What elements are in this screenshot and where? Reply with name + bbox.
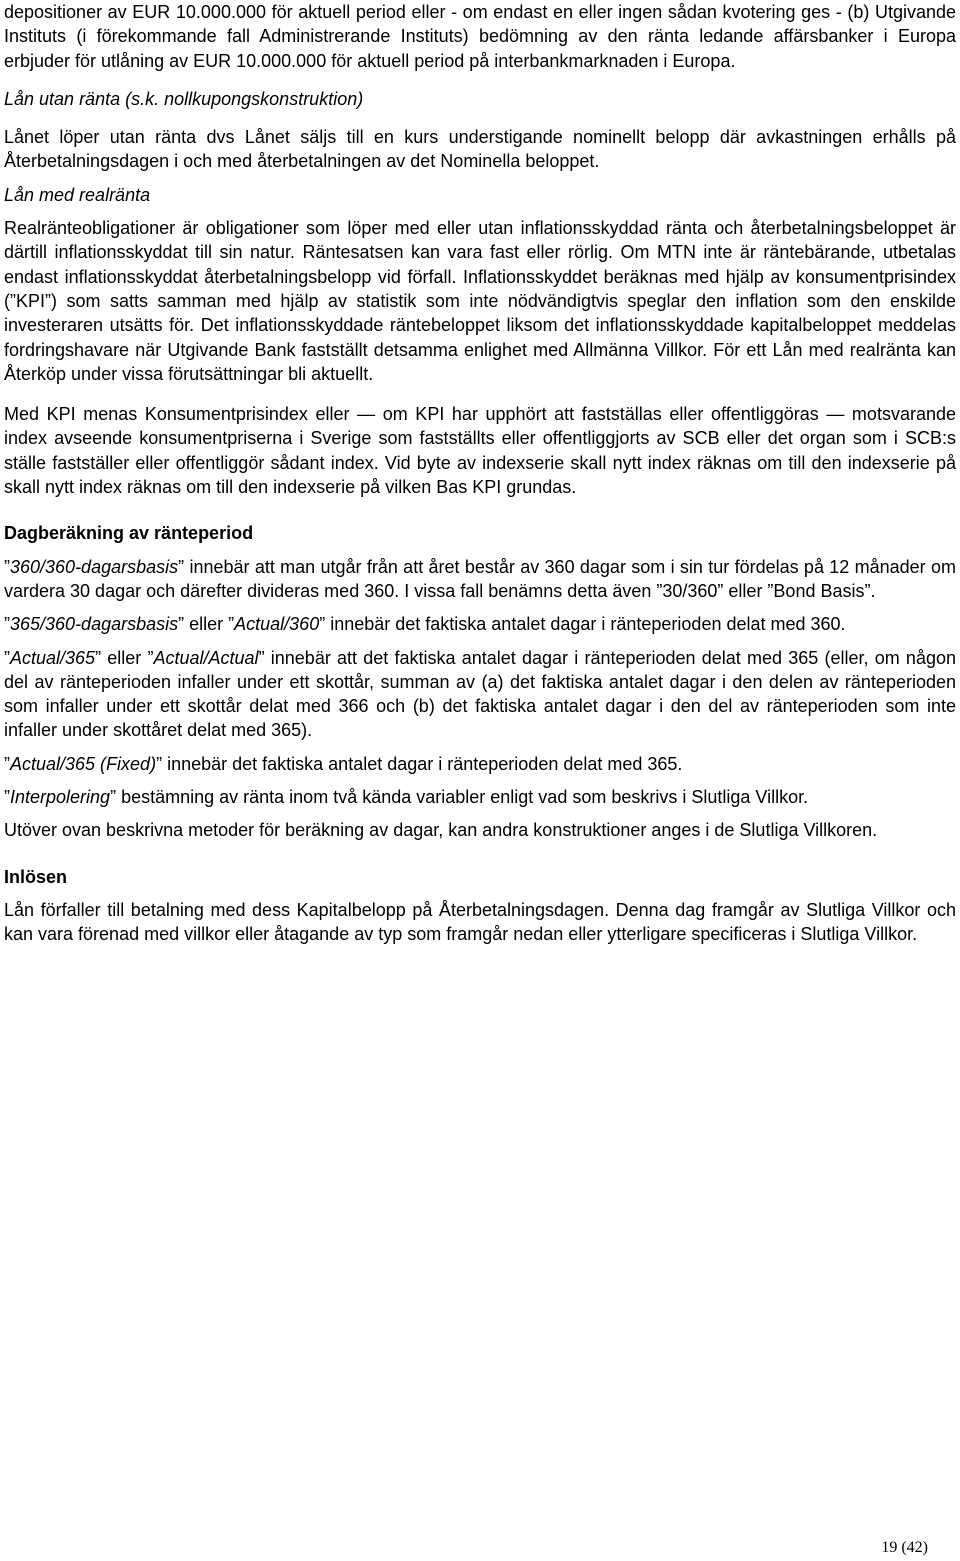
day-count-text: ” bestämning av ränta inom två kända variabler enligt vad som beskrivs i Slutliga Villkor. bbox=[110, 787, 809, 808]
redemption-paragraph: Lån förfaller till betalning med dess Kapitalbelopp på Återbetalningsdagen. Denna dag framgår av Slutliga Villkor och kan vara förenad med villkor eller åtagande av typ som framgår nedan eller ytterligare specificeras i Slutliga Villkor. bbox=[4, 899, 956, 945]
day-count-item bbox=[4, 555, 956, 604]
real-rate-heading: Lån med realränta bbox=[4, 184, 151, 205]
day-count-heading: Dagberäkning av ränteperiod bbox=[4, 523, 254, 544]
day-count-text: ” eller ” bbox=[178, 614, 235, 635]
intro-paragraph: depositioner av EUR 10.000.000 för aktuell period eller - om endast en eller ingen sådan kvotering ges - (b) Utgivande Instituts (i förekommande fall Administrerande Instituts) bedömning av den ränta ledande affärsbanker i Europa erbjuder för utlåning av EUR 10.000.000 för aktuell period på interbankmarknaden i Europa. bbox=[4, 2, 956, 71]
day-count-text: ” bbox=[4, 614, 10, 635]
day-count-term: Actual/365 bbox=[10, 647, 96, 668]
day-count-text: ” bbox=[4, 753, 10, 774]
day-count-item bbox=[4, 646, 956, 743]
day-count-term: Actual/360 bbox=[234, 614, 320, 635]
day-count-term: Actual/Actual bbox=[153, 647, 259, 668]
zero-coupon-paragraph: Lånet löper utan ränta dvs Lånet säljs till en kurs understigande nominellt belopp där avkastningen erhålls på Återbetalningsdagen i och med återbetalningen av det Nominella beloppet. bbox=[4, 127, 956, 172]
day-count-text: ” innebär att det faktiska antalet dagar i ränteperioden delat med 365 (eller, om någon del av ränteperioden infaller under ett skottår, summan av (a) det faktiska antalet dagar i den delen av ränteperioden som infaller under ett skottår delat med 366 och (b) det faktiska antalet dagar i den del av ränteperioden som inte infaller under skottåret delat med 365). bbox=[4, 647, 956, 741]
document-body bbox=[4, 0, 956, 947]
day-count-term: 365/360-dagarsbasis bbox=[10, 614, 179, 635]
day-count-item bbox=[4, 612, 956, 636]
real-rate-paragraph: Realränteobligationer är obligationer som löper med eller utan inflationsskyddad ränta och återbetalningsbeloppet är därtill inflationsskyddat till sin natur. Räntesatsen kan vara fast eller rörlig. Om MTN inte är räntebärande, utbetalas endast inflationsskyddat återbetalningsbelopp vid förfall. Inflationsskyddet beräknas med hjälp av konsumentprisindex (”KPI”) som satts samman med hjälp av statistik som inte nödvändigtvis speglar den inflation som den enskilde investeraren utsätts för. Det inflationsskyddade räntebeloppet liksom det inflationsskyddade kapitalbeloppet meddelas fordringshavare när Utgivande Bank fastställt detsamma enlighet med Allmänna Villkor. För ett Lån med realränta kan Återköp under vissa förutsättningar bli aktuellt. bbox=[4, 218, 956, 384]
day-count-text: ” bbox=[4, 787, 10, 808]
day-count-item bbox=[4, 785, 956, 809]
redemption-heading: Inlösen bbox=[4, 866, 68, 887]
day-count-text: ” bbox=[4, 647, 10, 668]
day-count-text: ” eller ” bbox=[95, 647, 154, 668]
day-count-text: ” innebär att man utgår från att året består av 360 dagar som i sin tur fördelas på 12 månader om vardera 30 dagar och därefter divideras med 360. I vissa fall benämns detta även ”30/360” eller ”Bond Basis”. bbox=[4, 556, 956, 601]
day-count-term: 360/360-dagarsbasis bbox=[10, 556, 179, 577]
page-number: 19 (42) bbox=[881, 1539, 928, 1556]
day-count-item bbox=[4, 752, 956, 776]
day-count-text: ” bbox=[4, 556, 10, 577]
kpi-paragraph: Med KPI menas Konsumentprisindex eller — om KPI har upphört att fastställas eller offentliggöras — motsvarande index avseende konsumentpriserna i Sverige som fastställts eller offentliggjorts av SCB eller det organ som i SCB:s ställe fastställer eller offentliggör sådant index. Vid byte av indexserie skall nytt index räknas om till den indexserie på skall nytt index räknas om till den indexserie på vilken Bas KPI grundas. bbox=[4, 404, 956, 498]
day-count-list bbox=[4, 555, 956, 810]
day-count-term: Actual/365 (Fixed) bbox=[10, 753, 157, 774]
day-count-text: ” innebär det faktiska antalet dagar i ränteperioden delat med 360. bbox=[319, 614, 846, 635]
day-count-other-paragraph: Utöver ovan beskrivna metoder för beräkning av dagar, kan andra konstruktioner anges i de Slutliga Villkoren. bbox=[4, 820, 878, 841]
day-count-term: Interpolering bbox=[10, 787, 111, 808]
zero-coupon-heading: Lån utan ränta (s.k. nollkupongskonstruktion) bbox=[4, 88, 364, 109]
day-count-text: ” innebär det faktiska antalet dagar i ränteperioden delat med 365. bbox=[156, 753, 683, 774]
